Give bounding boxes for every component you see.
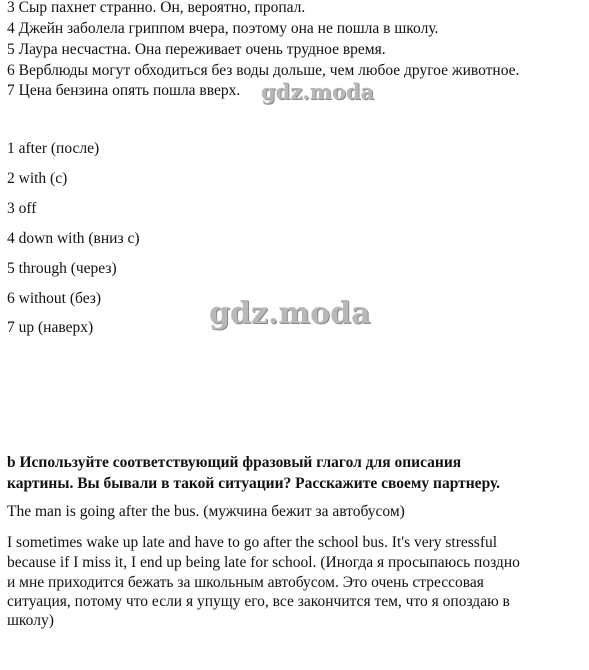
sentence-5: 5 Лаура несчастна. Она переживает очень трудное время.: [7, 41, 386, 58]
watermark-logo-large: gdz.moda: [209, 296, 371, 331]
answer-5: 5 through (через): [7, 260, 117, 277]
answer-4: 4 down with (вниз с): [7, 230, 140, 247]
paragraph-line-4: ситуация, потому что если я упущу его, все закончится тем, что я опоздаю в: [7, 593, 510, 610]
answer-1: 1 after (после): [7, 140, 100, 157]
paragraph-line-1: I sometimes wake up late and have to go after the school bus. It's very stressful: [7, 534, 498, 551]
paragraph-line-3: и мне приходится бежать за школьным автобусом. Это очень стрессовая: [7, 574, 484, 591]
paragraph-line-2: because if I miss it, I end up being late for school. (Иногда я просыпаюсь поздно: [7, 554, 520, 571]
answer-b: The man is going after the bus. (мужчина бежит за автобусом): [7, 503, 405, 520]
sentence-4: 4 Джейн заболела гриппом вчера, поэтому она не пошла в школу.: [7, 20, 439, 37]
answer-2: 2 with (с): [7, 170, 68, 187]
sentence-6: 6 Верблюды могут обходиться без воды дольше, чем любое другое животное.: [7, 62, 520, 79]
task-b-heading-line1: b Используйте соответствующий фразовый глагол для описания: [7, 454, 462, 471]
answer-3: 3 off: [7, 200, 37, 217]
answer-7: 7 up (наверх): [7, 319, 94, 336]
answer-6: 6 without (без): [7, 290, 102, 307]
sentence-7: 7 Цена бензина опять пошла вверх.: [7, 82, 241, 99]
task-b-heading-line2: картины. Вы бывали в такой ситуации? Расскажите своему партнеру.: [7, 475, 501, 492]
paragraph-line-5: школу): [7, 612, 54, 629]
watermark-logo: gdz.moda: [261, 79, 375, 104]
sentence-3: 3 Сыр пахнет странно. Он, вероятно, пропал.: [7, 0, 306, 16]
